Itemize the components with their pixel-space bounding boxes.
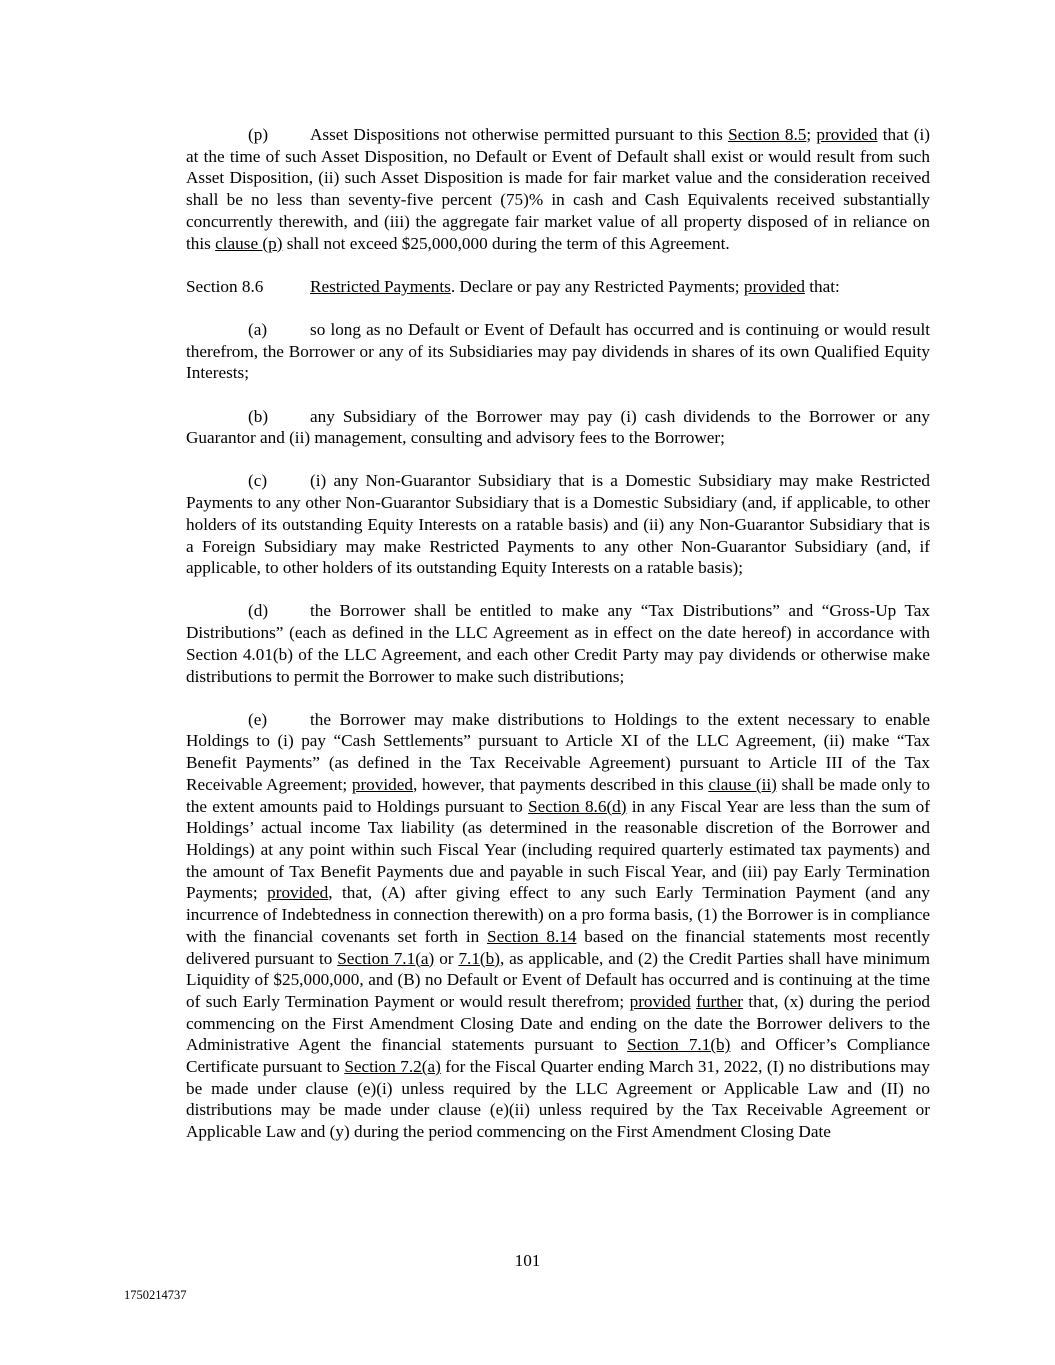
page-number: 101 — [514, 1251, 541, 1270]
clause-marker: (d) — [248, 601, 269, 621]
cross-reference: Section 8.14 — [487, 926, 577, 946]
paragraph-8-6-d — [186, 600, 930, 687]
text-run: any Subsidiary of the Borrower may pay (i) cash dividends to the Borrower or any Guarantor and (ii) management, consulting and advisory fees to the Borrower; — [186, 406, 930, 448]
defined-term: further — [696, 991, 743, 1011]
cross-reference: clause (ii) — [708, 774, 777, 794]
cross-reference: Section 7.2(a) — [344, 1057, 441, 1077]
document-body — [186, 124, 930, 1164]
text-run: the Borrower may make distributions to Holdings to the extent necessary to enable Holdings to (i) pay “Cash Settlements” pursuant to Article XI of the LLC Agreement, (ii) make “Tax Benefit Payments” (as defined in the Tax Receivable Agreement) pursuant to Article III of the Tax Receivable Agreement; — [186, 709, 930, 794]
defined-term: provided — [816, 125, 878, 144]
clause-marker: (c) — [248, 471, 268, 491]
text-run: that: — [804, 276, 840, 296]
text-run: shall not exceed $25,000,000 during the term of this Agreement. — [282, 233, 730, 253]
cross-reference: Section 7.1(b) — [627, 1035, 731, 1055]
text-run: (i) any Non-Guarantor Subsidiary that is a Domestic Subsidiary may make Restricted Payments to any other Non-Guarantor Subsidiary that is a Domestic Subsidiary (and, if applicable, to other holders of its outstanding Equity Interests on a ratable basis) and (ii) any Non-Guarantor Subsidiary that is a Foreign Subsidiary may make Restricted Payments to any other Non-Guarantor Subsidiary (and, if applicable, to other holders of its outstanding Equity Interests on a ratable basis); — [186, 471, 930, 578]
paragraph-8-6-e — [186, 709, 930, 1143]
paragraph-8-6-b — [186, 406, 930, 449]
defined-term: provided — [743, 276, 805, 296]
text-run: ; — [806, 125, 817, 144]
text-run: so long as no Default or Event of Default has occurred and is continuing or would result therefrom, the Borrower or any of its Subsidiaries may pay dividends in shares of its own Qualified Equity Interests; — [186, 319, 930, 383]
text-run: that, (x) during the period commencing on the First Amendment Closing Date and ending on the date the Borrower delivers to the Administrative Agent the financial statements pursuant to — [186, 991, 931, 1055]
text-run: Asset Dispositions not otherwise permitted pursuant to this — [310, 125, 729, 144]
paragraph-8-6-c — [186, 470, 930, 579]
text-run: , that, (A) after giving effect to any such Early Termination Payment (and any incurrence of Indebtedness in connection therewith) on a pro forma basis, (1) the Borrower is in compliance with the financial covenants set forth in — [186, 883, 930, 946]
cross-reference: 7.1(b) — [458, 948, 500, 968]
section-number: Section 8.6 — [186, 276, 264, 296]
text-run: , as applicable, and (2) the Credit Parties shall have minimum Liquidity of $25,000,000, and (B) no Default or Event of Default has occurred and is continuing at the time of such Early Termination Payment or would result therefrom; — [186, 948, 930, 1011]
section-heading-8-6 — [186, 276, 930, 298]
clause-marker: (e) — [248, 709, 268, 729]
text-run: , however, that payments described in this — [412, 774, 709, 794]
cross-reference: Section 8.5 — [728, 125, 807, 144]
defined-term: provided — [351, 774, 413, 794]
text-run: or — [434, 948, 459, 968]
defined-term: provided — [267, 883, 329, 903]
cross-reference: Section 8.6(d) — [528, 796, 627, 816]
document-id: 1750214737 — [124, 1288, 187, 1302]
text-run: that (i) at the time of such Asset Disposition, no Default or Event of Default shall exist or would result from such Asset Disposition, (ii) such Asset Disposition is made for fair market value and the consideration received shall be no less than seventy-five percent (75)% in cash and Cash Equivalents received substantially concurrently therewith, and (iii) the aggregate fair market value of all property disposed of in reliance on this — [186, 125, 930, 253]
paragraph-8-6-a — [186, 319, 930, 384]
cross-reference: clause (p) — [215, 233, 283, 253]
text-run: based on the financial statements most recently delivered pursuant to — [186, 926, 930, 968]
cross-reference: Section 7.1(a) — [337, 948, 435, 968]
text-run: for the Fiscal Quarter ending March 31, 2022, (I) no distributions may be made under clause (e)(i) unless required by the LLC Agreement or Applicable Law and (II) no distributions may be made under clause (e)(ii) unless required by the Tax Receivable Agreement or Applicable Law and (y) during the period commencing on the First Amendment Closing Date — [186, 1057, 930, 1142]
defined-term: provided — [629, 991, 691, 1011]
text-run: the Borrower shall be entitled to make any “Tax Distributions” and “Gross-Up Tax Distributions” (each as defined in the LLC Agreement as in effect on the date hereof) in accordance with Section 4.01(b) of the LLC Agreement, and each other Credit Party may pay dividends or otherwise make distributions to permit the Borrower to make such distributions; — [186, 601, 930, 686]
text-run: . Declare or pay any Restricted Payments; — [450, 276, 744, 296]
clause-marker: (b) — [248, 406, 269, 426]
text-run: and Officer’s Compliance Certificate pursuant to — [186, 1035, 930, 1077]
section-title: Restricted Payments — [310, 276, 451, 296]
text-run: shall be made only to the extent amounts paid to Holdings pursuant to — [186, 774, 930, 816]
clause-marker: (p) — [248, 125, 269, 144]
text-run: in any Fiscal Year are less than the sum of Holdings’ actual income Tax liability (as determined in the reasonable discretion of the Borrower and Holdings) at any point within such Fiscal Year (including required quarterly estimated tax payments) and the amount of Tax Benefit Payments due and payable in such Fiscal Year, and (iii) pay Early Termination Payments; — [186, 796, 930, 903]
clause-marker: (a) — [248, 319, 268, 339]
paragraph-8-5-p — [186, 124, 930, 254]
